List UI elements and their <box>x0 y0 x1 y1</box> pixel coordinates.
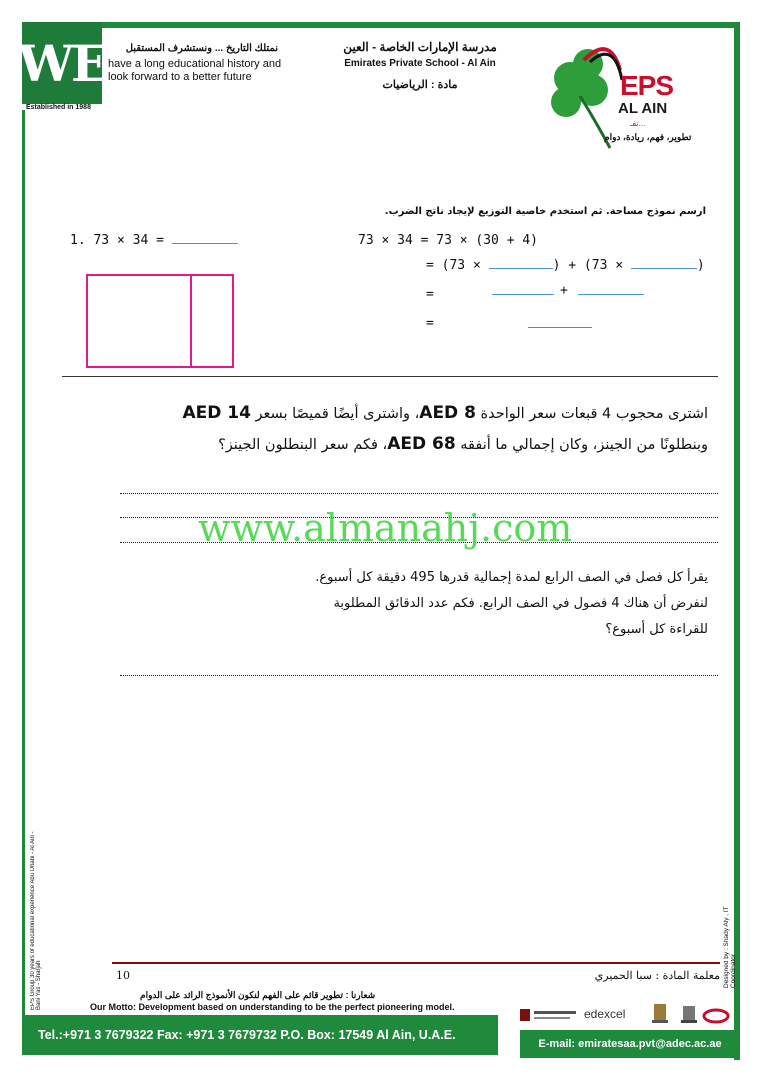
q2-text-1: اشترى محجوب 4 قبعات سعر الواحدة <box>480 406 708 422</box>
q2-text-4: ، فكم سعر البنطلون الجينز؟ <box>218 437 388 453</box>
we-logo-text: WE <box>17 33 107 93</box>
page-frame-left <box>22 110 25 1015</box>
problem-1-text: 1. 73 × 34 = <box>70 233 164 248</box>
step2-close: ) <box>696 258 705 273</box>
side-text-left: EPS Group 30 years of educational experience Abu Dhabi - Al Ain - Bani Yas - Sharjah <box>30 831 42 1010</box>
q2-price-1: AED 8 <box>419 403 476 423</box>
distributive-step-2 <box>426 258 705 273</box>
footer-email: E-mail: emiratesaa.pvt@adec.ac.ae <box>538 1038 722 1050</box>
motto-en-line2: look forward to a better future <box>108 71 252 83</box>
cambridge-logo-icon <box>518 1006 578 1026</box>
header-motto-en <box>108 58 308 84</box>
answer-blank[interactable] <box>172 243 238 244</box>
section-divider <box>62 376 718 377</box>
eps-logo-text: EPS <box>620 70 674 101</box>
header-motto-ar: نمتلك التاريخ ... ونستشرف المستقبل <box>125 43 278 54</box>
eps-logo-tagline: تطوير، فهم، ريادة، دوام <box>604 132 692 142</box>
answer-line-1[interactable] <box>120 493 718 494</box>
red-swoosh-logo-icon <box>702 1006 730 1026</box>
distributive-step-3-eq: = <box>426 287 434 302</box>
question-2-line-1 <box>110 398 708 429</box>
school-name-en: Emirates Private School - Al Ain <box>344 58 496 69</box>
step2-mid: ) + (73 × <box>552 258 624 273</box>
eps-logo-city: AL AIN <box>618 100 668 117</box>
q3-line-3: للقراءة كل أسبوع؟ <box>605 622 708 637</box>
side-text-right: Designed by : Shady Aly , IT Coordinator <box>723 906 737 988</box>
area-model-rectangle <box>86 274 234 368</box>
watermark: www.almanahj.com <box>198 506 573 550</box>
question-2-line-2 <box>110 429 708 460</box>
footer-contact-bar <box>22 1015 498 1055</box>
school-name-ar: مدرسة الإمارات الخاصة - العين <box>343 40 497 54</box>
crest-logo-icon <box>650 1000 670 1026</box>
q3-line-2: لنفرض أن هناك 4 فصول في الصف الرابع. فكم عدد الدقائق المطلوبة <box>333 596 708 611</box>
problem-1 <box>70 233 238 248</box>
answer-line-4[interactable] <box>120 675 718 676</box>
page-number: 10 <box>116 969 130 982</box>
q2-price-3: AED 68 <box>387 434 456 454</box>
footer-motto-en: Our Motto: Development based on understanding to be the perfect pioneering model. <box>90 1002 455 1012</box>
footer-motto-ar: شعارنا : تطوير قائم على الفهم لنكون الأنموذج الرائد على الدوام <box>140 990 376 1000</box>
emblem-logo-icon <box>680 1004 698 1026</box>
eps-logo-tag-small: تفـ... <box>630 119 646 128</box>
step2-open: = (73 × <box>426 258 481 273</box>
area-model-divider <box>190 274 192 368</box>
partner-logos <box>518 998 732 1030</box>
q2-text-3: وبنطلونًا من الجينز، وكان إجمالي ما أنفقه <box>460 437 708 453</box>
q2-text-2: ، واشترى أيضًا قميصًا بسعر <box>255 406 420 422</box>
motto-en-line1: have a long educational history and <box>108 58 282 70</box>
question-3 <box>196 565 708 643</box>
exercise-instruction: ارسم نموذج مساحة. ثم استخدم خاصية التوزيع لإيجاد ناتج الضرب. <box>384 206 706 217</box>
step2-blank-1[interactable] <box>489 268 553 269</box>
teacher-name: معلمة المادة : سبا الحميري <box>594 969 720 982</box>
page-frame-top <box>22 22 740 28</box>
distributive-step-4-eq: = <box>426 316 434 331</box>
footer-rule <box>112 962 720 964</box>
step4-blank[interactable] <box>528 327 592 328</box>
question-2 <box>110 398 708 460</box>
footer-email-bar <box>520 1030 740 1058</box>
footer-contact: Tel.:+971 3 7679322 Fax: +971 3 7679732 P.O. Box: 17549 Al Ain, U.A.E. <box>38 1028 456 1042</box>
step2-blank-2[interactable] <box>631 268 697 269</box>
step3-blank-1[interactable] <box>492 294 554 295</box>
we-logo <box>17 22 107 104</box>
distributive-step-1: 73 × 34 = 73 × (30 + 4) <box>358 233 539 248</box>
q3-line-1: يقرأ كل فصل في الصف الرابع لمدة إجمالية قدرها 495 دقيقة كل أسبوع. <box>315 570 708 585</box>
q2-price-2: AED 14 <box>182 403 251 423</box>
edexcel-logo: edexcel <box>584 1007 626 1021</box>
step3-plus: + <box>560 283 568 298</box>
established-text: Established in 1988 <box>26 104 91 111</box>
subject-label: مادة : الرياضيات <box>382 79 458 91</box>
step3-blank-2[interactable] <box>578 294 644 295</box>
